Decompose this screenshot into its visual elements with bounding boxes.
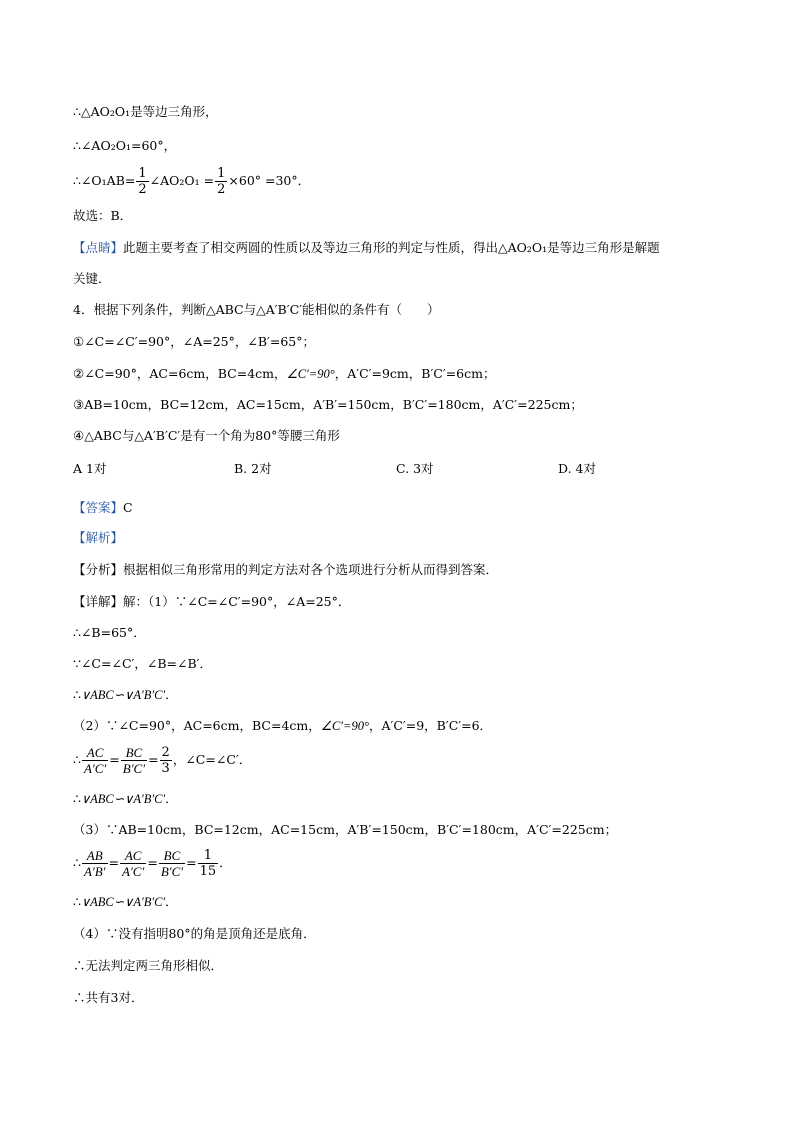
section-tag: 【点睛】 — [73, 240, 124, 255]
text-line: 关键． — [73, 271, 111, 286]
numerator: BC — [121, 745, 147, 761]
denominator: 2 — [217, 182, 226, 197]
text-seg: ，∠C=∠C′． — [172, 752, 252, 767]
condition-1: ①∠C=∠C′=90°，∠A=25°，∠B′=65°； — [73, 334, 315, 349]
numerator: AB — [82, 848, 108, 864]
option-d: D. 4对 — [558, 461, 596, 476]
text-seg: = — [186, 855, 197, 870]
text-seg: ∴ — [73, 894, 81, 909]
text-seg: （2）∵∠C=90°，AC=6cm，BC=4cm， — [73, 718, 321, 733]
text-seg: ∠AO₂O₁ = — [149, 173, 215, 188]
math-seg: ∨ABC∽∨A′B′C′ — [80, 895, 166, 909]
numerator: 1 — [138, 166, 147, 181]
text-seg: ． — [165, 791, 178, 806]
condition-2 — [73, 366, 496, 382]
solution-line: ∴无法判定两三角形相似． — [73, 958, 224, 973]
answer-line — [73, 500, 133, 516]
fraction — [198, 848, 219, 879]
text-seg: = — [148, 752, 159, 767]
equation-line — [73, 164, 310, 198]
fraction — [121, 745, 147, 776]
option-b: B. 2对 — [234, 461, 272, 476]
xiangjie-tag: 【详解】 — [73, 594, 124, 609]
math-seg: ∨ABC∽∨A′B′C′ — [80, 688, 166, 702]
text-seg: ∴ — [73, 687, 81, 702]
text-seg: ∴ — [73, 791, 81, 806]
denominator: B′C′ — [160, 864, 184, 879]
solution-line: ∴∠B=65°． — [73, 625, 146, 640]
denominator: 3 — [161, 761, 170, 776]
text-seg: 此题主要考查了相交两圆的性质以及等边三角形的判定与性质，得出△AO₂O₁是等边三角形是解题 — [123, 240, 660, 255]
analysis-tag: 【解析】 — [73, 530, 124, 545]
text-seg: ，A′C′=9cm，B′C′=6cm； — [334, 366, 496, 381]
note-line — [73, 240, 660, 256]
question-stem: 4．根据下列条件，判断△ABC与△A′B′C′能相似的条件有（ ） — [73, 302, 440, 317]
solution-line: ∵∠C=∠C′，∠B=∠B′． — [73, 656, 212, 671]
text-seg: 根据相似三角形常用的判定方法对各个选项进行分析从而得到答案． — [123, 562, 499, 577]
condition-3: ③AB=10cm，BC=12cm，AC=15cm，A′B′=150cm，B′C′=180cm，A′C′=225cm； — [73, 397, 583, 412]
text-seg: = — [109, 752, 120, 767]
analysis-line — [73, 530, 123, 546]
solution-line — [73, 687, 178, 703]
text-seg: 解：（1）∵∠C=∠C′=90°，∠A=25°． — [123, 594, 351, 609]
fraction — [82, 848, 108, 879]
fraction — [159, 848, 185, 879]
solution-line: ∴共有3对． — [73, 990, 144, 1005]
solution-line — [73, 894, 178, 910]
denominator: B′C′ — [122, 761, 146, 776]
text-line: 故选：B． — [73, 208, 133, 223]
numerator: 1 — [217, 166, 226, 181]
numerator: AC — [120, 848, 146, 864]
fenxi-tag: 【分析】 — [73, 562, 124, 577]
numerator: 2 — [161, 745, 170, 760]
fraction — [82, 745, 108, 776]
answer-tag: 【答案】 — [73, 500, 124, 515]
numerator: BC — [159, 848, 185, 864]
denominator: A′C′ — [122, 864, 145, 879]
text-seg: ∴ — [73, 752, 81, 767]
text-seg: ∴∠O₁AB= — [73, 173, 136, 188]
text-line: ∴△AO₂O₁是等边三角形， — [73, 104, 218, 119]
text-seg: = — [108, 855, 120, 870]
numerator: AC — [82, 745, 108, 761]
answer-value: C — [123, 500, 133, 515]
fraction — [215, 166, 227, 197]
text-seg: ②∠C=90°，AC=6cm，BC=4cm， — [73, 366, 287, 381]
option-c: C. 3对 — [396, 461, 434, 476]
fraction — [160, 745, 172, 776]
denominator: A′C′ — [83, 761, 107, 776]
solution-line: （4）∵没有指明80°的角是顶角还是底角． — [73, 926, 316, 941]
denominator: 15 — [199, 864, 217, 879]
solution-line — [73, 718, 492, 734]
text-seg: = — [147, 855, 158, 870]
text-seg: ∴ — [73, 855, 81, 870]
solution-line: （3）∵AB=10cm，BC=12cm，AC=15cm，A′B′=150cm，B′C′=180cm，A′C′=225cm； — [73, 822, 618, 837]
math-seg: ∠C′=90° — [320, 719, 369, 733]
fraction — [136, 166, 148, 197]
solution-line — [73, 791, 178, 807]
option-a: A 1对 — [73, 461, 107, 476]
fenxi-line — [73, 562, 498, 578]
equation-line — [73, 742, 251, 778]
text-seg: ． — [219, 855, 232, 870]
text-line: ∴∠AO₂O₁=60°， — [73, 138, 177, 153]
denominator: 2 — [138, 182, 147, 197]
condition-4: ④△ABC与△A′B′C′是有一个角为80°等腰三角形 — [73, 428, 340, 443]
equation-line — [73, 845, 232, 881]
math-seg: ∨ABC∽∨A′B′C′ — [80, 792, 166, 806]
text-seg: ． — [165, 894, 178, 909]
fraction — [120, 848, 146, 879]
xiangjie-line — [73, 594, 350, 610]
denominator: A′B′ — [83, 864, 106, 879]
text-seg: ． — [165, 687, 178, 702]
math-seg: ∠C′=90° — [286, 367, 335, 381]
text-seg: ×60° =30°． — [228, 173, 311, 188]
numerator: 1 — [198, 848, 219, 864]
text-seg: ，A′C′=9，B′C′=6． — [368, 718, 493, 733]
